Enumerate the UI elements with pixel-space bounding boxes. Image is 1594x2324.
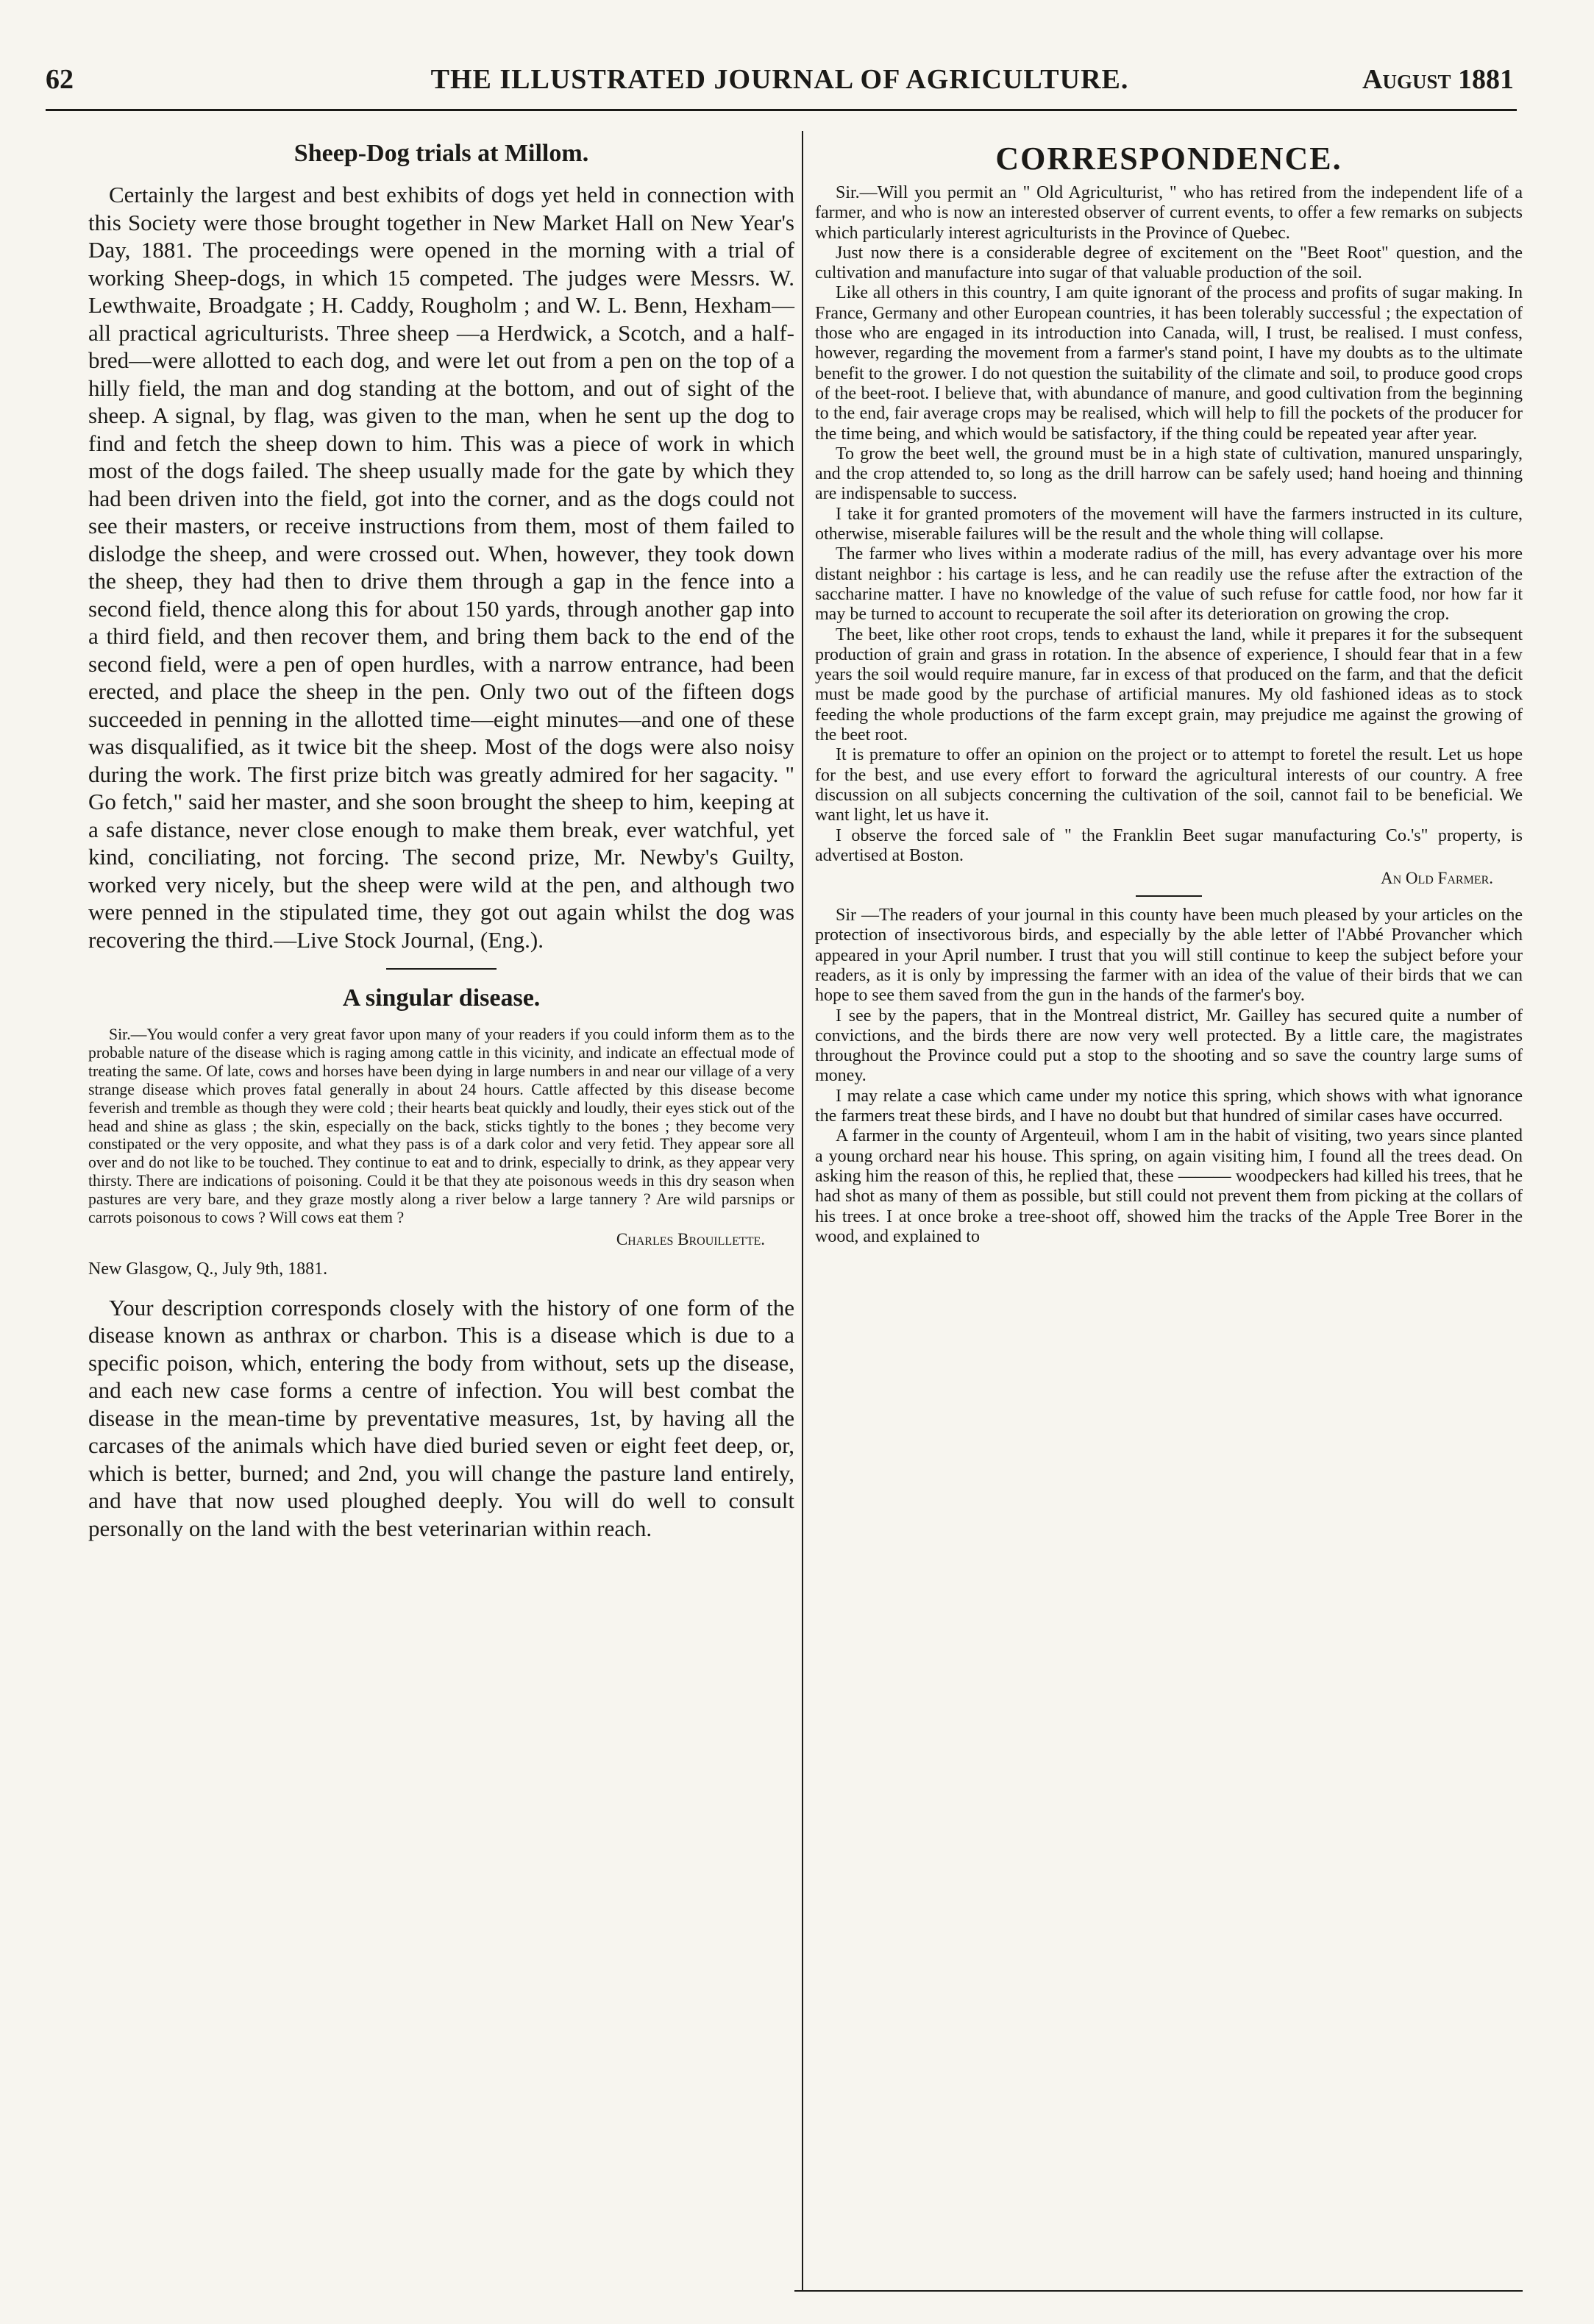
letter2-paragraph: I may relate a case which came under my notice this spring, which shows with what ignorance the farmers treat these birds, and I have no doubt but that hundred of similar cases have occurred. [815, 1086, 1523, 1126]
header-rule [46, 109, 1517, 111]
page-header [46, 57, 1514, 102]
editor-reply: Your description corresponds closely with the history of one form of the disease known as anthrax or charbon. This is a disease which is due to a specific poison, which, entering the body from without, sets up the disease, and each new case forms a centre of infection. You will best combat the disease in the mean-time by preventative measures, 1st, by having all the carcases of the animals which have died buried seven or eight feet deep, or, which is better, burned; and 2nd, you will change the pasture land entirely, and have that now used ploughed deeply. You will do well to consult personally on the land with the best veterinarian within reach. [88, 1294, 794, 1541]
letter-signature: Charles Brouillette. [616, 1229, 765, 1248]
article-title-sheep-dog-trials: Sheep-Dog trials at Millom. [293, 140, 589, 167]
letter1-paragraph: I observe the forced sale of " the Franklin Beet sugar manufacturing Co.'s" property, is advertised at Boston. [815, 825, 1523, 865]
letter1-paragraph: Just now there is a considerable degree of excitement on the "Beet Root" question, and the cultivation and manufacture into sugar of that valuable production of the soil. [815, 243, 1523, 283]
letter1-paragraph: To grow the beet well, the ground must be in a high state of cultivation, manured unsparingly, and the crop attended to, so long as the drill harrow can be safely used; hand hoeing and thinning are indispensable to success. [815, 444, 1523, 504]
bottom-rule [794, 2290, 1523, 2292]
letter2-paragraph: I see by the papers, that in the Montreal district, Mr. Gailley has secured quite a number of convictions, and the birds there are now very well protected. By a little care, the magistrates throughout the Province could put a stop to the shooting and so save the country large sums of money. [815, 1006, 1523, 1086]
column-divider [802, 131, 803, 2290]
letter1-paragraph: Like all others in this country, I am quite ignorant of the process and profits of sugar making. In France, Germany and other European countries, it has been tolerably successful ; the expectation of those who are engaged in its introduction into Canada, will, I trust, be realised. I must confess, however, regarding the movement from a farmer's stand point, I have my doubts as to the ultimate benefit to the grower. I do not question the suitability of the climate and soil, to produce good crops of the beet-root. I believe that, with abundance of manure, and good cultivation from the beginning to the end, fair average crops may be realised, which will help to fill the pockets of the producer for the time being, and which would be satisfactory, if the thing could be repeated year after year. [815, 283, 1523, 444]
letter1-paragraph: I take it for granted promoters of the movement will have the farmers instructed in its culture, otherwise, miserable failures will be the result and the whole thing will collapse. [815, 504, 1523, 544]
journal-title: THE ILLUSTRATED JOURNAL OF AGRICULTURE. [430, 64, 1129, 95]
article-body-sheep-dog-trials: Certainly the largest and best exhibits of dogs yet held in connection with this Society were those brought together in New Market Hall on New Year's Day, 1881. The proceedings were opened in the morning with a trial of working Sheep-dogs, in which 15 competed. The judges were Messrs. W. Lewthwaite, Broadgate ; H. Caddy, Rougholm ; and W. L. Benn, Hexham—all practical agriculturists. Three sheep —a Herdwick, a Scotch, and a half-bred—were allotted to each dog, and were let out from a pen on the top of a hilly field, the man and dog standing at the bottom, and out of sight of the sheep. A signal, by flag, was given to the man, when he sent up the dog to find and fetch the sheep down to him. This was a piece of work in which most of the dogs failed. The sheep usually made for the gate by which they had been driven into the field, got into the corner, and as the dogs could not see their masters, or receive instructions from them, most of them failed to dislodge the sheep, and were crossed out. When, however, they took down the sheep, they had then to drive them through a gap in the fence into a second field, thence along this for about 150 yards, through another gap into a third field, and then recover them, and bring them back to the end of the second field, were a pen of open hurdles, with a narrow entrance, had been erected, and place the sheep in the pen. Only two out of the fifteen dogs succeeded in penning in the allotted time—eight minutes—and one of these was disqualified, as it twice bit the sheep. Most of the dogs were also noisy during the work. The first prize bitch was greatly admired for her sagacity. " Go fetch," said her master, and she soon brought the sheep to him, keeping at a safe distance, never close enough to make them break, ever watchful, yet kind, conciliating, not forcing. The second prize, Mr. Newby's Guilty, worked very nicely, but the sheep were wild at the pen, and although two were penned in the stipulated time, they got out again whilst the dog was recovering the third.—Live Stock Journal, (Eng.). [88, 182, 794, 953]
article-divider [386, 968, 497, 970]
disease-letter: Sir.—You would confer a very great favor upon many of your readers if you could inform them as to the probable nature of the disease which is raging among cattle in this vicinity, and indicate an effectual mode of treating the same. Of late, cows and horses have been dying in large numbers in and near our village of a very strange disease which proves fatal generally in about 24 hours. Cattle affected by this disease become feverish and tremble as though they were cold ; their hearts beat quickly and loudly, their eyes stick out of the head and shine as glass ; the skin, especially on the back, sticks tightly to the bones ; they become very constipated or the very opposite, and what they pass is of a dark color and very fetid. They appear sore all over and do not like to be touched. They continue to eat and to drink, especially to drink, as they appear very thirsty. There are indications of poisoning. Could it be that they ate poisonous weeds in this dry season when pastures are very bare, and they graze mostly along a river below a large tannery ? Are wild parsnips or carrots poisonous to cows ? Will cows eat them ? [88, 1026, 794, 1227]
article-title-singular-disease: A singular disease. [342, 984, 541, 1012]
letter1-paragraph: It is premature to offer an opinion on the project or to attempt to foretel the result. Let us hope for the best, and use every effort to forward the agricultural interests of our country. A free discussion on all subjects concerning the cultivation of the soil, cannot fail to be beneficial. We want light, let us have it. [815, 745, 1523, 825]
letter-place-date: New Glasgow, Q., July 9th, 1881. [88, 1259, 328, 1279]
issue-date: August 1881 [1362, 64, 1514, 95]
letter2-paragraph: Sir —The readers of your journal in this county have been much pleased by your articles on the protection of insectivorous birds, and especially by the able letter of l'Abbé Provancher which appeared in your April number. I trust that you will still continue to keep the subject before your readers, as it is only by impressing the farmer with an idea of the value of their birds that we can hope to see them saved from the gun in the hands of the farmer's boy. [815, 906, 1523, 1006]
letter-divider [1136, 895, 1202, 897]
left-column [88, 140, 794, 1542]
letter1-paragraph: Sir.—Will you permit an " Old Agriculturist, " who has retired from the independent life of a farmer, and who is now an interested observer of current events, to offer a few remarks on subjects which particularly interest agriculturists in the Province of Quebec. [815, 183, 1523, 243]
letter1-signature: An Old Farmer. [1380, 869, 1493, 888]
page-number: 62 [46, 64, 74, 95]
correspondence-title: CORRESPONDENCE. [995, 141, 1342, 177]
letter1-paragraph: The farmer who lives within a moderate radius of the mill, has every advantage over his more distant neighbor : his cartage is less, and he can readily use the refuse after the extraction of the saccharine matter. I have no knowledge of the value of such refuse for cattle food, nor how far it may be turned to account to recuperate the soil after its deterioration on growing the crop. [815, 544, 1523, 625]
letter2-paragraph: A farmer in the county of Argenteuil, whom I am in the habit of visiting, two years since planted a young orchard near his house. This spring, on again visiting him, I found all the trees dead. On asking him the reason of this, he replied that, these ——— woodpeckers had killed his trees, that he had shot as many of them as possible, but still could not prevent them from picking at the collars of his trees. I at once broke a tree-shoot off, showed him the tracks of the Apple Tree Borer in the wood, and explained to [815, 1126, 1523, 1246]
letter1-paragraph: The beet, like other root crops, tends to exhaust the land, while it prepares it for the subsequent production of grain and grass in rotation. In the absence of experience, I should fear that in a few years the soil would require manure, far in excess of that produced on the farm, and that the deficit must be made good by the purchase of artificial manures. My old fashioned ideas as to stock feeding the whole productions of the farm except grain, may prejudice me against the growing of the beet root. [815, 625, 1523, 745]
right-column [815, 140, 1523, 1247]
